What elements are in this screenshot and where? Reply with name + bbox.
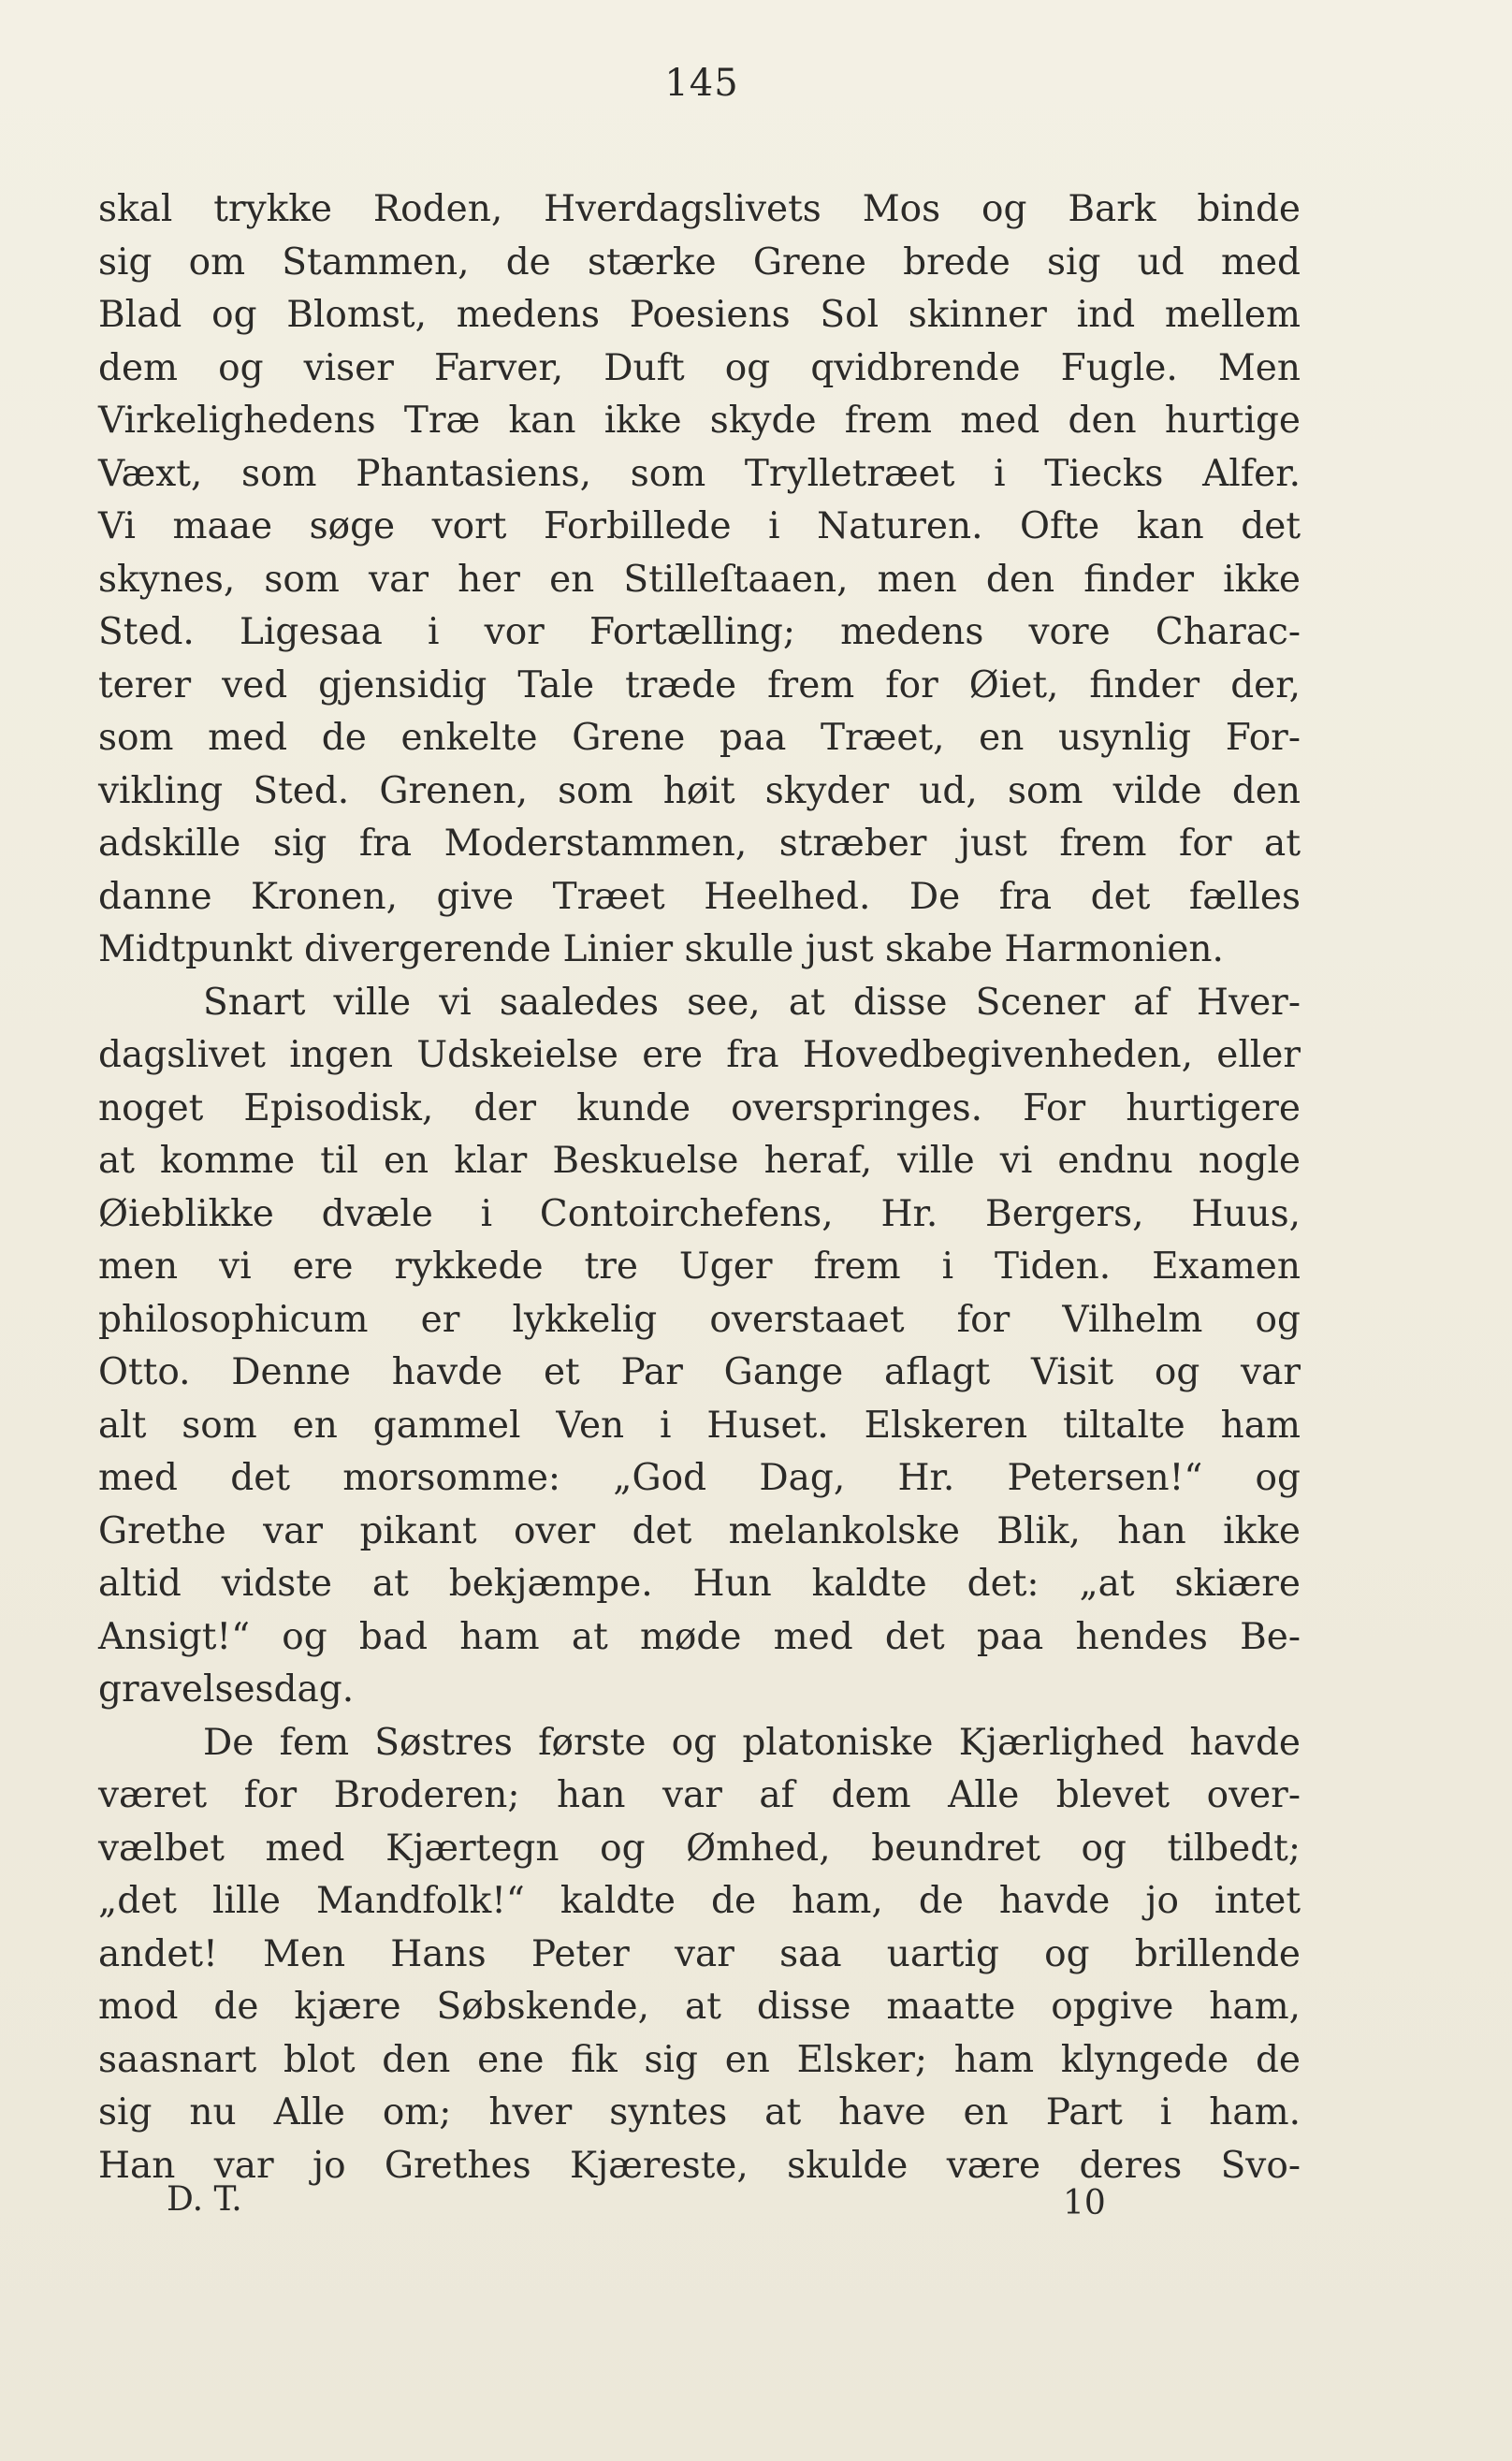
text-line: Vi maae søge vort Forbillede i Naturen. Ofte kan det [98, 505, 1301, 547]
text-line: at komme til en klar Beskuelse heraf, ville vi endnu nogle [98, 1140, 1301, 1182]
text-line: vikling Sted. Grenen, som høit skyder ud, som vilde den [98, 769, 1301, 812]
text-line: dagslivet ingen Udskeielse ere fra Hovedbegivenheden, eller [98, 1034, 1301, 1076]
text-line: gravelsesdag. [98, 1668, 355, 1711]
text-line: Sted. Ligesaa i vor Fortælling; medens vore Charac- [98, 611, 1301, 653]
text-line: danne Kronen, give Træet Heelhed. De fra det fælles [98, 875, 1301, 918]
text-line: Han var jo Grethes Kjæreste, skulde være deres Svo- [98, 2144, 1301, 2187]
sheet-number: 10 [1063, 2184, 1106, 2222]
text-line: sig nu Alle om; hver syntes at have en Part i ham. [98, 2091, 1301, 2133]
text-line: De fem Søstres første og platoniske Kjærlighed havde [203, 1721, 1301, 1764]
text-line: Væxt, som Phantasiens, som Trylletræet i Tiecks Alfer. [98, 452, 1301, 495]
text-line: Otto. Denne havde et Par Gange aflagt Visit og var [98, 1351, 1301, 1393]
text-line: skynes, som var her en Stilleſtaaen, men den finder ikke [98, 558, 1301, 601]
page-footer [0, 2180, 1512, 2236]
text-line: Blad og Blomst, medens Poesiens Sol skinner ind mellem [98, 294, 1301, 336]
text-line: andet! Men Hans Peter var saa uartig og brillende [98, 1932, 1301, 1975]
text-line: dem og viser Farver, Duft og qvidbrende Fugle. Men [98, 346, 1301, 389]
text-line: philosophicum er lykkelig overstaaet for Vilhelm og [98, 1298, 1301, 1341]
body-text [98, 183, 1301, 2192]
text-line: Midtpunkt divergerende Linier skulle just skabe Harmonien. [98, 928, 1224, 970]
text-line: saasnart blot den ene fik sig en Elsker; ham klyngede de [98, 2038, 1301, 2081]
text-line: mod de kjære Søbskende, at disse maatte opgive ham, [98, 1986, 1301, 2028]
text-line: skal trykke Roden, Hverdagslivets Mos og Bark binde [98, 188, 1301, 230]
text-line: Grethe var pikant over det melankolske Blik, han ikke [98, 1509, 1301, 1552]
text-line: alt som en gammel Ven i Huset. Elskeren tiltalte ham [98, 1404, 1301, 1447]
text-line: men vi ere rykkede tre Uger frem i Tiden. Examen [98, 1245, 1301, 1288]
printer-signature: D. T. [167, 2180, 242, 2219]
text-line: sig om Stammen, de stærke Grene brede sig ud med [98, 240, 1301, 284]
text-line: Øieblikke dvæle i Contoirchefens, Hr. Bergers, Huus, [98, 1192, 1301, 1235]
text-line: vælbet med Kjærtegn og Ømhed, beundret og tilbedt; [98, 1827, 1301, 1870]
text-line: Snart ville vi saaledes see, at disse Scener af Hver- [203, 981, 1301, 1024]
text-line: „det lille Mandfolk!“ kaldte de ham, de havde jo intet [98, 1880, 1301, 1922]
text-line: været for Broderen; han var af dem Alle blevet over- [98, 1774, 1301, 1816]
page-number: 145 [664, 62, 739, 105]
text-line: med det morsomme: „God Dag, Hr. Petersen!“ og [98, 1457, 1301, 1499]
text-line: adskille sig fra Moderstammen, stræber just frem for at [98, 823, 1301, 865]
text-line: altid vidste at bekjæmpe. Hun kaldte det: „at skiære [98, 1563, 1301, 1605]
text-line: terer ved gjensidig Tale træde frem for Øiet, finder der, [98, 663, 1301, 706]
text-line: noget Episodisk, der kunde overspringes. For hurtigere [98, 1086, 1301, 1129]
text-line: som med de enkelte Grene paa Træet, en usynlig For- [98, 717, 1301, 759]
text-line: Ansigt!“ og bad ham at møde med det paa hendes Be- [98, 1615, 1301, 1658]
text-line: Virkelighedens Træ kan ikke skyde frem med den hurtige [98, 400, 1301, 442]
